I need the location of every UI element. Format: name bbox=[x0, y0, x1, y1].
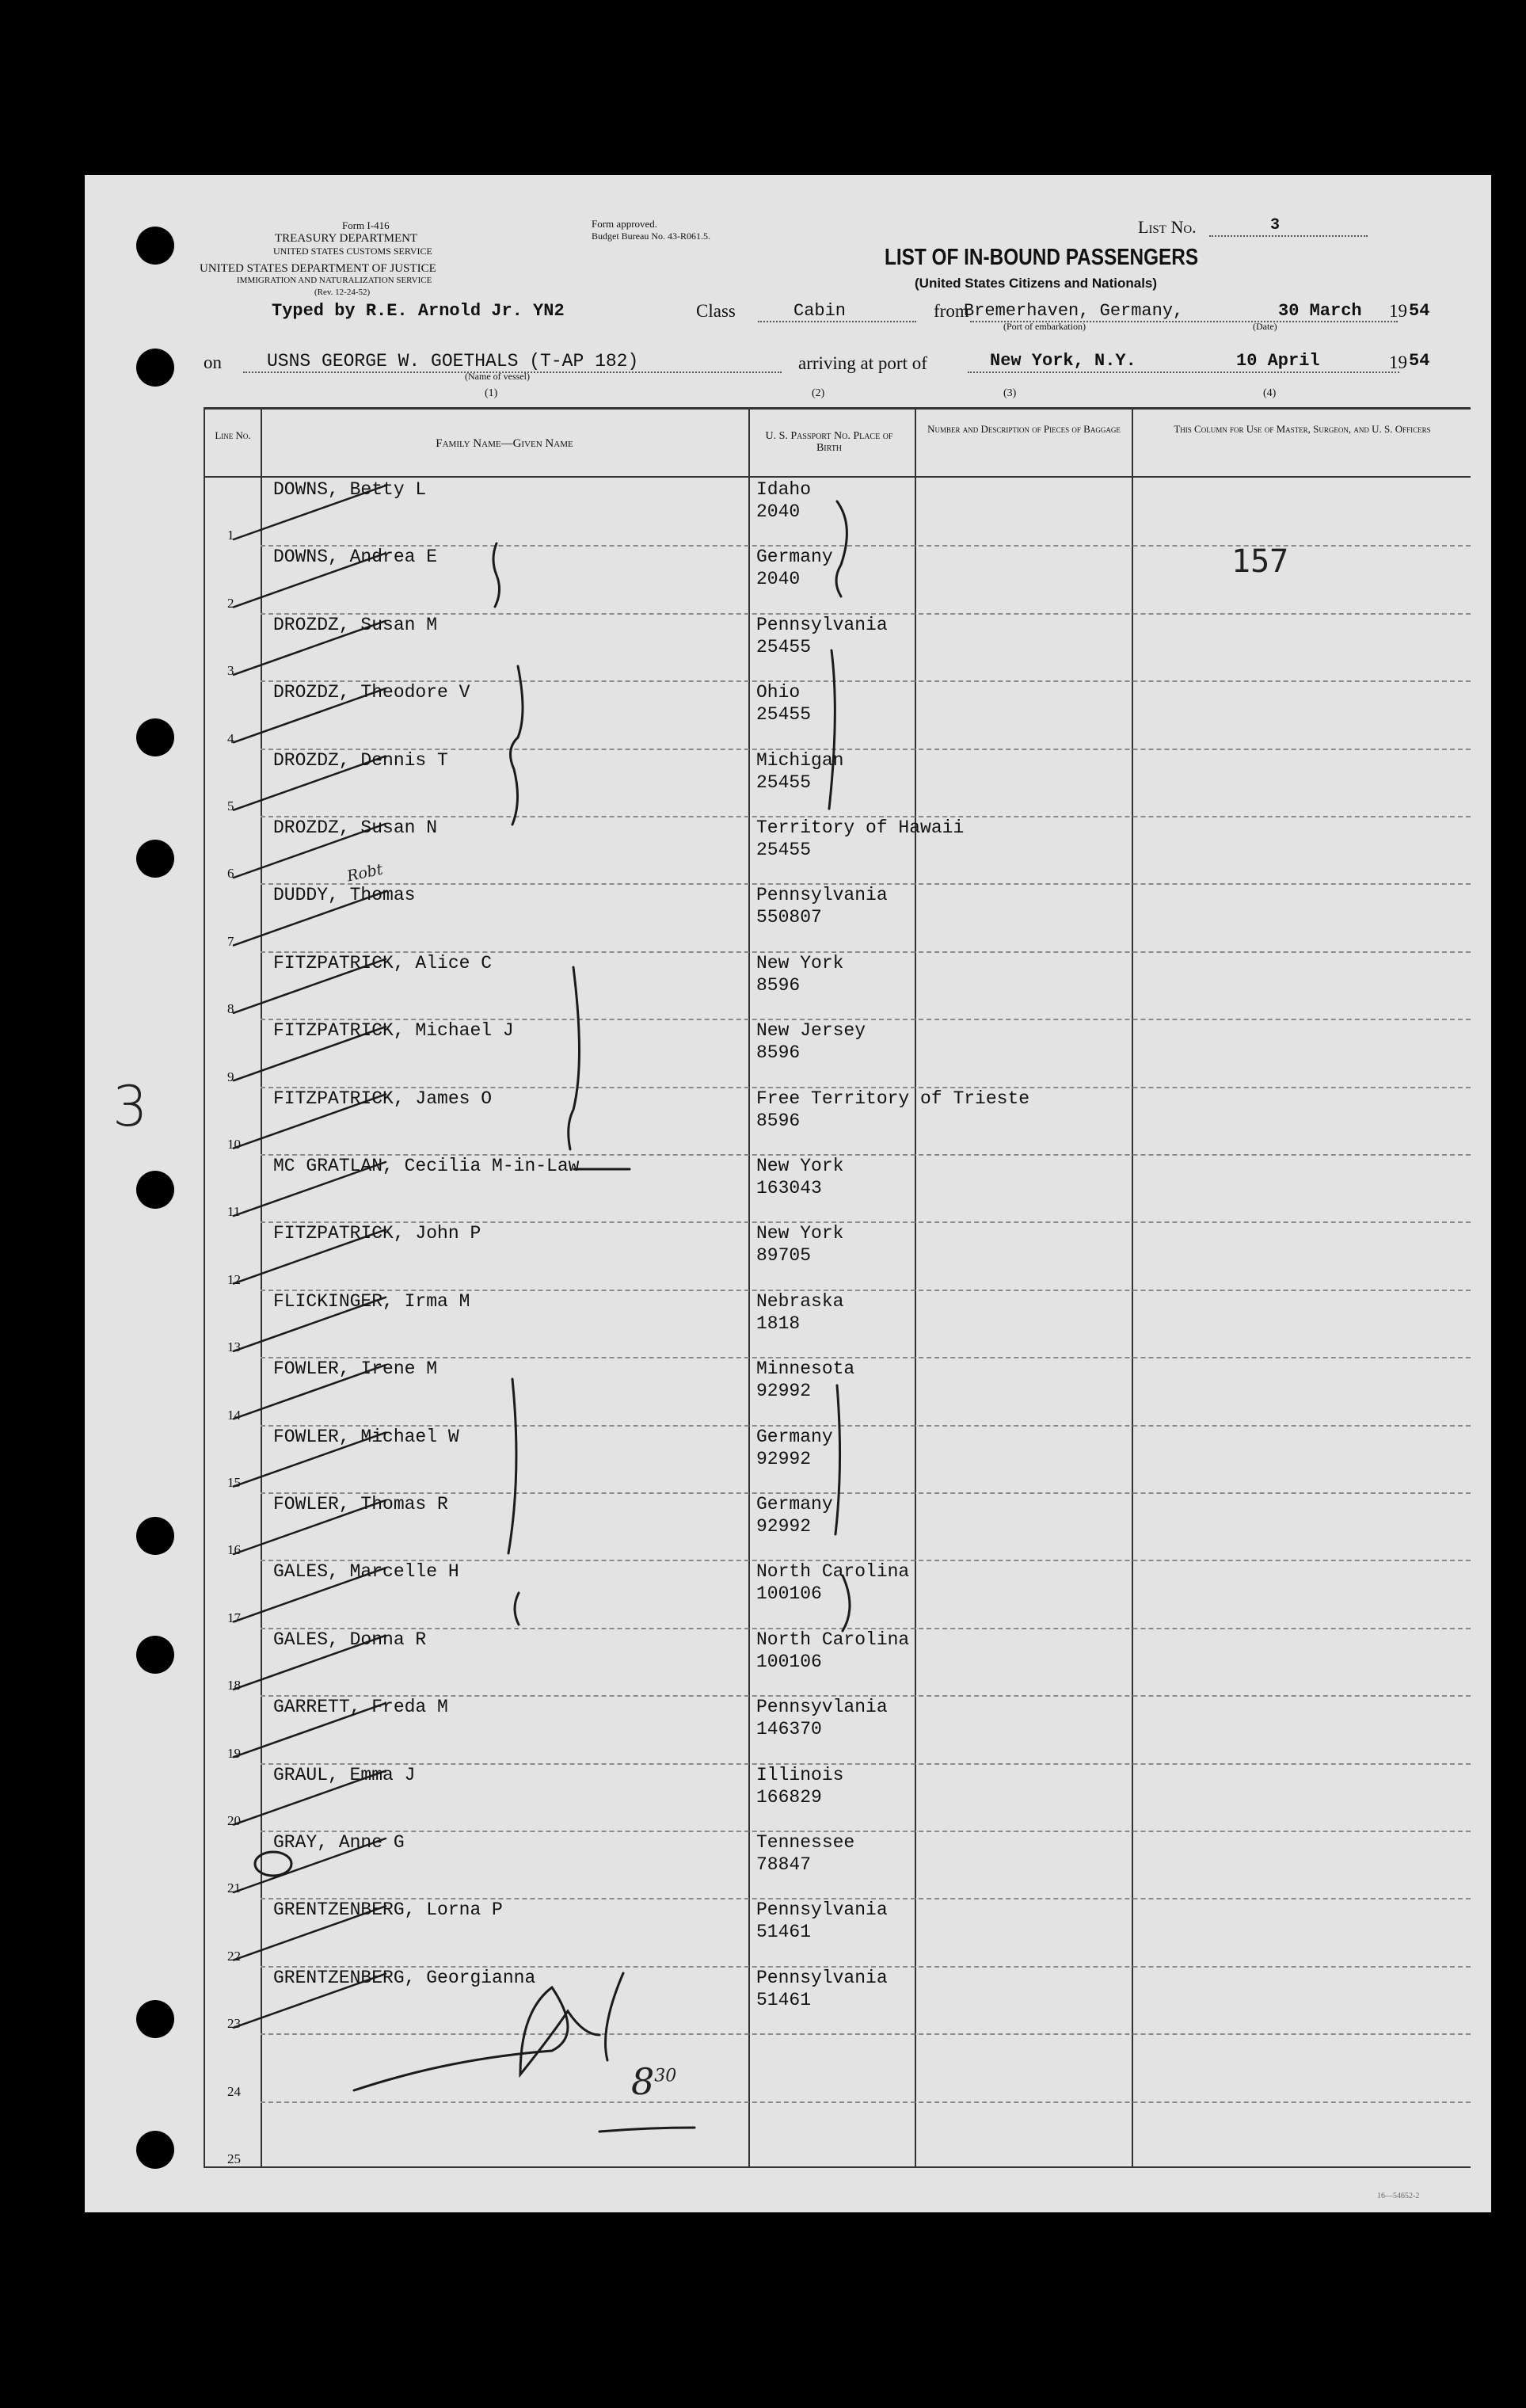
ins-label: IMMIGRATION AND NATURALIZATION SERVICE bbox=[237, 276, 432, 285]
line-number: 9 bbox=[227, 1069, 234, 1084]
header-baggage: Number and Description of Pieces of Baggage bbox=[927, 423, 1121, 435]
passenger-name: GALES, Marcelle H bbox=[273, 1561, 459, 1583]
justice-label: UNITED STATES DEPARTMENT OF JUSTICE bbox=[200, 262, 436, 275]
place-of-birth: Pennsylvania bbox=[756, 885, 888, 906]
passenger-name: FITZPATRICK, Michael J bbox=[273, 1020, 514, 1042]
from-label: from bbox=[934, 301, 969, 321]
list-no-label: List No. bbox=[1138, 217, 1197, 237]
passport-number: 163043 bbox=[756, 1178, 822, 1198]
passport-number: 1818 bbox=[756, 1313, 801, 1334]
signature-time: $8^{30}$ bbox=[631, 2060, 677, 2103]
passport-number: 51461 bbox=[756, 1989, 812, 2010]
line-number: 2 bbox=[227, 595, 234, 611]
passport-number: 92992 bbox=[756, 1448, 812, 1469]
passport-number: 146370 bbox=[756, 1719, 822, 1740]
line-number: 16 bbox=[227, 1542, 241, 1558]
customs-label: UNITED STATES CUSTOMS SERVICE bbox=[273, 246, 432, 257]
place-of-birth: New York bbox=[756, 952, 844, 973]
passenger-name: FITZPATRICK, Alice C bbox=[273, 952, 493, 973]
passport-number: 100106 bbox=[756, 1583, 822, 1605]
line-number: 12 bbox=[227, 1271, 241, 1287]
typed-by: Typed by R.E. Arnold Jr. YN2 bbox=[272, 301, 565, 321]
line-number: 1 bbox=[227, 528, 234, 543]
line-number: 13 bbox=[227, 1339, 241, 1355]
line-number: 7 bbox=[227, 933, 234, 949]
passenger-name: DOWNS, Betty L bbox=[273, 479, 427, 500]
header-passport: U. S. Passport No. Place of Birth bbox=[765, 430, 893, 454]
row-divider bbox=[261, 1357, 1471, 1358]
row-divider bbox=[261, 1763, 1471, 1765]
year-prefix-2: 19 bbox=[1389, 352, 1407, 372]
place-of-birth: Pennsyvlania bbox=[756, 1697, 888, 1718]
binder-hole bbox=[136, 718, 174, 756]
embark-year: 54 bbox=[1409, 301, 1430, 321]
place-of-birth: Germany bbox=[756, 547, 833, 568]
line-number: 24 bbox=[227, 2083, 241, 2099]
line-number: 21 bbox=[227, 1880, 241, 1896]
class-value: Cabin bbox=[793, 301, 847, 321]
budget-label: Budget Bureau No. 43-R061.5. bbox=[592, 231, 710, 242]
line-number: 20 bbox=[227, 1813, 241, 1828]
row-divider bbox=[261, 1831, 1471, 1832]
line-number: 14 bbox=[227, 1407, 241, 1423]
vessel-caption: (Name of vessel) bbox=[465, 371, 530, 382]
col-num-3: (3) bbox=[1003, 387, 1017, 399]
place-of-birth: Idaho bbox=[756, 479, 812, 500]
place-of-birth: Pennsylvania bbox=[756, 1967, 888, 1988]
header-officers: This Column for Use of Master, Surgeon, and U. S. Officers bbox=[1174, 423, 1431, 435]
passenger-name: FOWLER, Irene M bbox=[273, 1358, 438, 1380]
year-prefix-1: 19 bbox=[1389, 301, 1407, 321]
col-num-2: (2) bbox=[812, 387, 825, 399]
passport-number: 25455 bbox=[756, 840, 812, 860]
passenger-name: FITZPATRICK, James O bbox=[273, 1088, 493, 1109]
col-num-4: (4) bbox=[1263, 387, 1277, 399]
line-number: 3 bbox=[227, 663, 234, 679]
passport-number: 92992 bbox=[756, 1516, 812, 1537]
passenger-name: GRENTZENBERG, Lorna P bbox=[273, 1899, 503, 1921]
binder-hole bbox=[136, 2131, 174, 2169]
place-of-birth: Pennsylvania bbox=[756, 1899, 888, 1921]
passport-number: 25455 bbox=[756, 704, 812, 726]
arriving-label: arriving at port of bbox=[798, 353, 927, 373]
approved-label: Form approved. bbox=[592, 218, 658, 230]
passenger-name: GRAUL, Emma J bbox=[273, 1764, 416, 1785]
binder-hole bbox=[136, 1636, 174, 1674]
passport-number: 2040 bbox=[756, 501, 801, 522]
passenger-name: DROZDZ, Susan N bbox=[273, 817, 438, 838]
header-line-no: Line No. bbox=[215, 429, 251, 441]
passenger-name: DUDDY, Thomas bbox=[273, 885, 416, 906]
place-of-birth: Tennessee bbox=[756, 1832, 855, 1853]
place-of-birth: Minnesota bbox=[756, 1358, 855, 1380]
passenger-name: DROZDZ, Dennis T bbox=[273, 749, 448, 771]
passenger-name: DROZDZ, Theodore V bbox=[273, 682, 470, 703]
line-number: 6 bbox=[227, 866, 234, 882]
passenger-name: DROZDZ, Susan M bbox=[273, 614, 438, 635]
passport-number: 8596 bbox=[756, 1042, 801, 1064]
passport-number: 25455 bbox=[756, 772, 812, 793]
place-of-birth: North Carolina bbox=[756, 1629, 910, 1650]
passport-number: 100106 bbox=[756, 1651, 822, 1672]
line-number: 22 bbox=[227, 1948, 241, 1964]
margin-list-number: 3 bbox=[112, 1074, 148, 1139]
embark-port: Bremerhaven, Germany, bbox=[964, 301, 1184, 321]
binder-hole bbox=[136, 1171, 174, 1209]
place-of-birth: Ohio bbox=[756, 682, 801, 703]
binder-hole bbox=[136, 227, 174, 265]
passport-number: 25455 bbox=[756, 636, 812, 657]
place-of-birth: Nebraska bbox=[756, 1290, 844, 1312]
line-number: 25 bbox=[227, 2151, 241, 2166]
list-no-value: 3 bbox=[1270, 216, 1281, 234]
passport-number: 78847 bbox=[756, 1854, 812, 1875]
line-number: 11 bbox=[227, 1204, 241, 1220]
passport-number: 550807 bbox=[756, 907, 822, 928]
print-code: 16—54652-2 bbox=[1377, 2192, 1420, 2200]
passenger-name: FITZPATRICK, John P bbox=[273, 1223, 481, 1244]
passport-number: 2040 bbox=[756, 569, 801, 590]
place-of-birth: Germany bbox=[756, 1494, 833, 1515]
form-number: Form I-416 bbox=[342, 219, 390, 231]
header-name: Family Name—Given Name bbox=[436, 437, 573, 450]
arrival-year: 54 bbox=[1409, 351, 1430, 371]
treasury-label: TREASURY DEPARTMENT bbox=[275, 232, 418, 245]
place-of-birth: Pennsylvania bbox=[756, 614, 888, 635]
col-num-1: (1) bbox=[485, 387, 498, 399]
line-number: 17 bbox=[227, 1610, 241, 1625]
duddy-handwritten-note: Robt bbox=[345, 860, 385, 886]
revision-label: (Rev. 12-24-52) bbox=[314, 288, 371, 297]
passenger-name: GALES, Donna R bbox=[273, 1629, 427, 1650]
row-divider bbox=[261, 2033, 1471, 2035]
place-of-birth: New York bbox=[756, 1156, 844, 1176]
passenger-table bbox=[85, 175, 1491, 2212]
row-divider bbox=[261, 545, 1471, 547]
page-title: LIST OF IN-BOUND PASSENGERS bbox=[885, 245, 1199, 270]
passenger-name: MC GRATLAN, Cecilia M-in-Law bbox=[273, 1156, 580, 1176]
line-number: 23 bbox=[227, 2016, 241, 2032]
binder-hole bbox=[136, 2000, 174, 2038]
date-caption: (Date) bbox=[1253, 321, 1277, 332]
passport-number: 51461 bbox=[756, 1922, 812, 1943]
class-label: Class bbox=[696, 301, 736, 321]
passenger-name: FOWLER, Thomas R bbox=[273, 1494, 448, 1515]
line-number: 19 bbox=[227, 1745, 241, 1761]
binder-hole bbox=[136, 840, 174, 878]
port-caption: (Port of embarkation) bbox=[1003, 321, 1086, 332]
row-divider bbox=[261, 2101, 1471, 2103]
line-number: 5 bbox=[227, 798, 234, 813]
passenger-name: GARRETT, Freda M bbox=[273, 1697, 448, 1718]
line-number: 18 bbox=[227, 1678, 241, 1694]
place-of-birth: Illinois bbox=[756, 1764, 844, 1785]
place-of-birth: North Carolina bbox=[756, 1561, 910, 1583]
binder-hole bbox=[136, 1517, 174, 1555]
page-subtitle: (United States Citizens and Nationals) bbox=[915, 276, 1158, 291]
line-number: 4 bbox=[227, 730, 234, 746]
arrival-port: New York, N.Y. bbox=[990, 351, 1136, 371]
place-of-birth: Territory of Hawaii bbox=[756, 817, 965, 838]
passport-number: 8596 bbox=[756, 974, 801, 996]
passenger-name: GRENTZENBERG, Georgianna bbox=[273, 1967, 536, 1988]
line-number: 8 bbox=[227, 1001, 234, 1017]
on-label: on bbox=[204, 352, 222, 372]
passport-number: 8596 bbox=[756, 1110, 801, 1131]
form-page bbox=[85, 175, 1491, 2212]
passenger-name: DOWNS, Andrea E bbox=[273, 547, 438, 568]
arrival-date: 10 April bbox=[1236, 351, 1320, 371]
passenger-name: FLICKINGER, Irma M bbox=[273, 1290, 470, 1312]
place-of-birth: Germany bbox=[756, 1426, 833, 1447]
place-of-birth: Michigan bbox=[756, 749, 844, 771]
passenger-name: GRAY, Anne G bbox=[273, 1832, 405, 1853]
vessel-name: USNS GEORGE W. GOETHALS (T-AP 182) bbox=[267, 351, 639, 371]
passport-number: 92992 bbox=[756, 1381, 812, 1402]
embark-date: 30 March bbox=[1278, 301, 1362, 321]
line-number: 15 bbox=[227, 1475, 241, 1490]
place-of-birth: New York bbox=[756, 1223, 844, 1244]
passport-number: 166829 bbox=[756, 1786, 822, 1808]
officer-count-note: 157 bbox=[1231, 543, 1289, 580]
passenger-name: FOWLER, Michael W bbox=[273, 1426, 459, 1447]
passport-number: 89705 bbox=[756, 1245, 812, 1267]
line-number: 10 bbox=[227, 1137, 241, 1152]
binder-hole bbox=[136, 349, 174, 387]
place-of-birth: New Jersey bbox=[756, 1020, 866, 1042]
place-of-birth: Free Territory of Trieste bbox=[756, 1088, 1030, 1109]
